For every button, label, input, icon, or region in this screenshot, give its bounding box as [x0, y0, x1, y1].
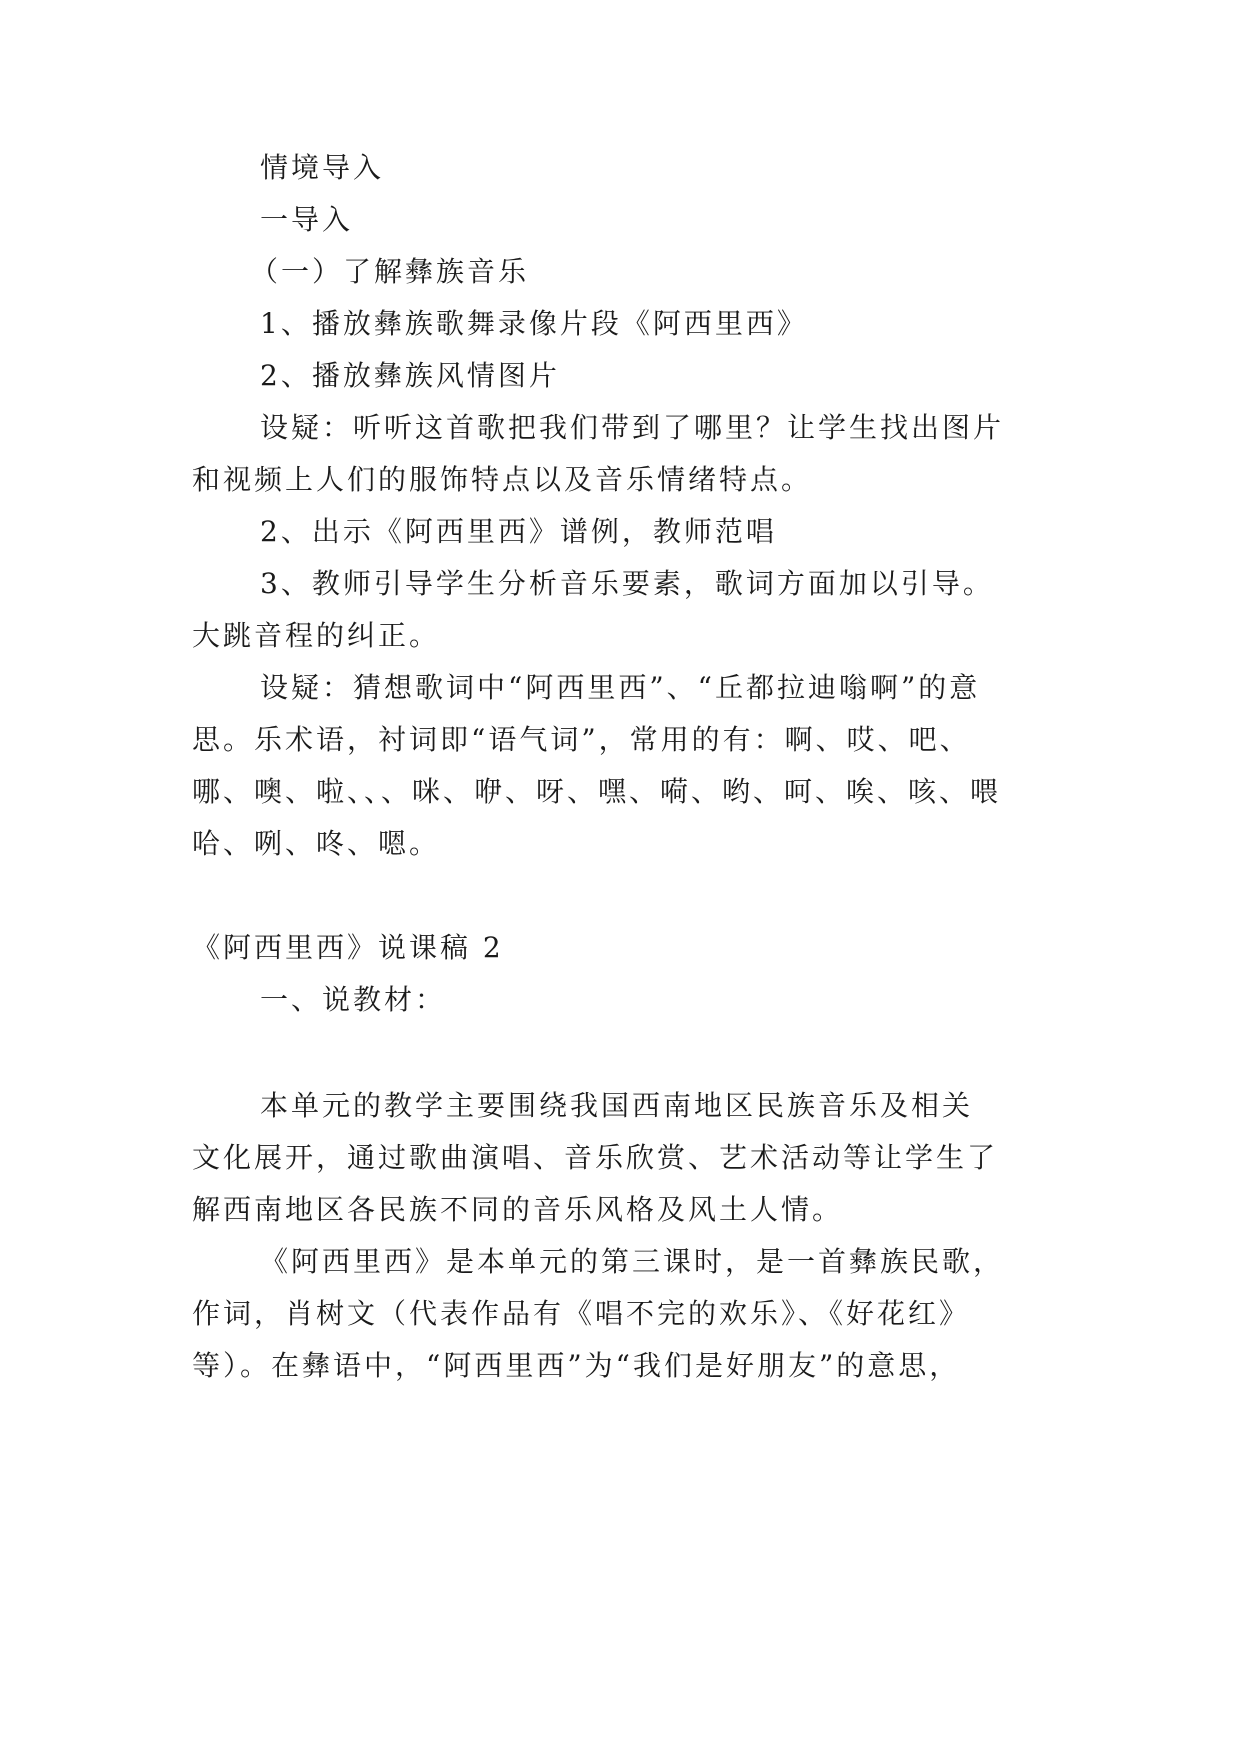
paragraph-line: 设疑：听听这首歌把我们带到了哪里？让学生找出图片 — [260, 411, 1005, 444]
paragraph-line: 哈、咧、咚、嗯。 — [192, 827, 441, 860]
sub-item-heading: （一）了解彝族音乐 — [250, 255, 530, 288]
paragraph-line: 哪、噢、啦、、、咪、咿、呀、嘿、嗬、哟、呵、唉、咳、喂 — [192, 775, 1002, 808]
subheading: 一导入 — [260, 203, 354, 236]
paragraph-line: 作词，肖树文（代表作品有《唱不完的欢乐》、《好花红》 — [192, 1297, 971, 1330]
list-item: 1、播放彝族歌舞录像片段《阿西里西》 — [260, 307, 808, 340]
paragraph-line: 思。乐术语，衬词即“语气词”，常用的有：啊、哎、吧、 — [192, 723, 971, 756]
section-heading: 情境导入 — [260, 151, 385, 184]
paragraph-line: 文化展开，通过歌曲演唱、音乐欣赏、艺术活动等让学生了 — [192, 1141, 999, 1174]
paragraph-line: 解西南地区各民族不同的音乐风格及风土人情。 — [192, 1193, 844, 1226]
paragraph-line: 设疑：猜想歌词中“阿西里西”、“丘都拉迪嗡啊”的意 — [260, 671, 981, 704]
list-item: 2、播放彝族风情图片 — [260, 359, 560, 392]
paragraph-line: 和视频上人们的服饰特点以及音乐情绪特点。 — [192, 463, 813, 496]
paragraph-line: 大跳音程的纠正。 — [192, 619, 441, 652]
paragraph-line: 《阿西里西》是本单元的第三课时，是一首彝族民歌， — [260, 1245, 1005, 1278]
paragraph-line: 等）。在彝语中，“阿西里西”为“我们是好朋友”的意思， — [192, 1349, 961, 1382]
document-title: 《阿西里西》说课稿 2 — [192, 931, 504, 964]
paragraph-line: 本单元的教学主要围绕我国西南地区民族音乐及相关 — [260, 1089, 974, 1122]
section-heading: 一、说教材： — [260, 983, 447, 1016]
list-item: 2、出示《阿西里西》谱例，教师范唱 — [260, 515, 777, 548]
paragraph-line: 3、教师引导学生分析音乐要素，歌词方面加以引导。 — [260, 567, 994, 600]
